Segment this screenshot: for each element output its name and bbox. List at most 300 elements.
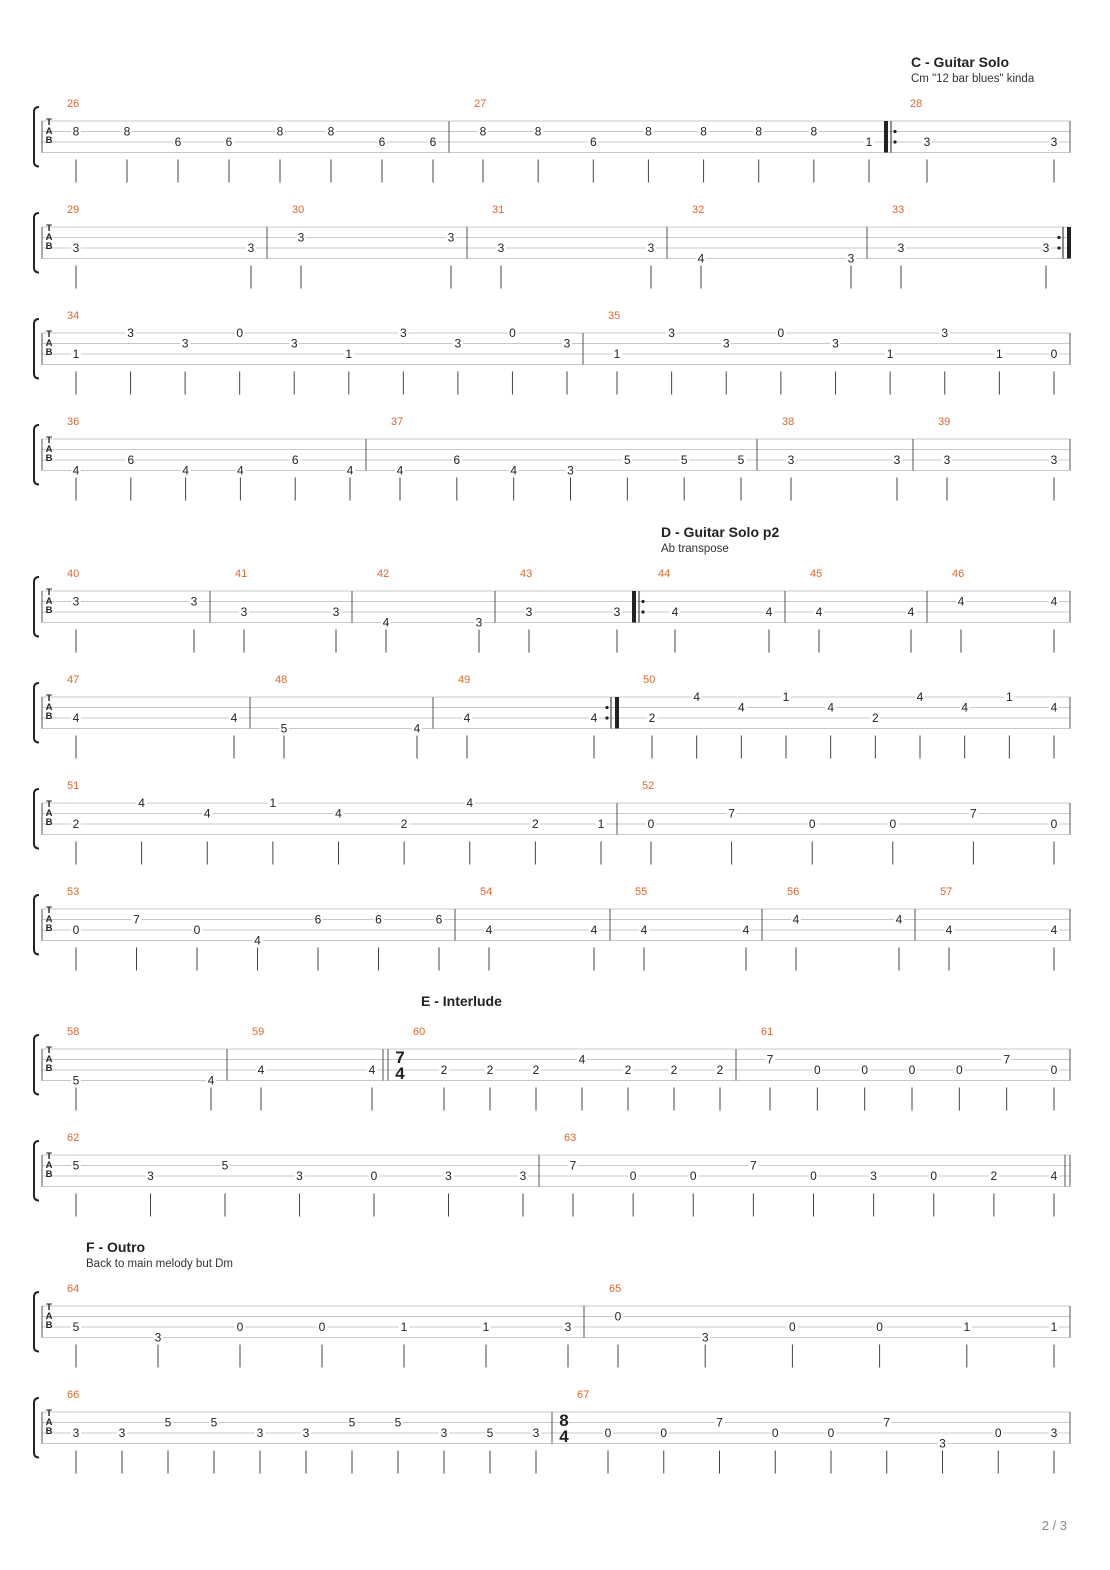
fret-number: 3 xyxy=(147,1169,154,1183)
fret-number: 3 xyxy=(445,1169,452,1183)
tab-clef-letter: T xyxy=(46,587,52,598)
fret-number: 5 xyxy=(680,453,688,467)
fret-number: 0 xyxy=(370,1169,378,1183)
fret-number: 2 xyxy=(72,817,80,831)
measure-number: 60 xyxy=(413,1026,426,1038)
fret-number: 3 xyxy=(297,230,305,245)
fret-number: 6 xyxy=(174,135,182,149)
fret-number: 3 xyxy=(332,605,340,619)
tab-clef-letter: A xyxy=(45,1054,53,1065)
repeat-end-thick xyxy=(615,697,619,729)
fret-number: 3 xyxy=(897,241,905,255)
fret-number: 0 xyxy=(930,1169,938,1183)
repeat-dot xyxy=(605,706,608,709)
fret-number: 4 xyxy=(1050,594,1058,609)
fret-number: 0 xyxy=(647,817,655,831)
time-sig-numerator: 8 xyxy=(559,1411,569,1430)
repeat-dot xyxy=(641,610,644,613)
measure-number: 42 xyxy=(377,568,390,580)
tab-clef-letter: T xyxy=(46,117,52,128)
fret-number: 4 xyxy=(1050,923,1058,937)
fret-number: 7 xyxy=(750,1158,757,1173)
fret-number: 1 xyxy=(613,347,621,361)
system-bracket xyxy=(34,319,39,379)
fret-number: 1 xyxy=(400,1320,408,1334)
fret-number: 2 xyxy=(624,1063,632,1077)
fret-number: 8 xyxy=(276,124,284,139)
tab-clef-letter: B xyxy=(45,453,53,464)
measure-number: 38 xyxy=(782,416,795,428)
fret-number: 4 xyxy=(590,711,598,725)
fret-number: 3 xyxy=(1050,135,1058,149)
fret-number: 2 xyxy=(990,1169,998,1183)
time-sig-denominator: 4 xyxy=(395,1064,405,1083)
fret-number: 4 xyxy=(578,1052,586,1067)
fret-number: 3 xyxy=(190,594,198,609)
tab-system xyxy=(34,98,1070,183)
tab-clef-letter: T xyxy=(46,435,52,446)
fret-number: 0 xyxy=(604,1426,612,1440)
fret-number: 3 xyxy=(447,230,455,245)
fret-number: 0 xyxy=(1050,347,1058,361)
tab-clef-letter: T xyxy=(46,1302,52,1313)
tab-clef-letter: A xyxy=(45,596,53,607)
measure-number: 66 xyxy=(67,1389,80,1401)
fret-number: 0 xyxy=(955,1063,963,1077)
fret-number: 3 xyxy=(567,463,574,478)
fret-number: 6 xyxy=(429,135,437,149)
fret-number: 2 xyxy=(532,1063,540,1077)
fret-number: 2 xyxy=(648,711,656,725)
fret-number: 8 xyxy=(534,124,542,139)
measure-number: 46 xyxy=(952,568,965,580)
repeat-dot xyxy=(605,716,608,719)
measure-number: 45 xyxy=(810,568,823,580)
system-bracket xyxy=(34,1035,39,1095)
fret-number: 3 xyxy=(181,336,189,351)
fret-number: 2 xyxy=(871,711,879,725)
measure-number: 47 xyxy=(67,674,80,686)
fret-number: 8 xyxy=(327,124,335,139)
tab-clef-letter: T xyxy=(46,1045,52,1056)
measure-number: 33 xyxy=(892,204,905,216)
measure-number: 64 xyxy=(67,1283,80,1295)
fret-number: 0 xyxy=(236,1320,244,1334)
fret-number: 4 xyxy=(463,711,471,725)
tab-clef-letter: B xyxy=(45,1426,53,1437)
fret-number: 0 xyxy=(193,923,201,937)
tab-clef-letter: A xyxy=(45,1160,53,1171)
measure-number: 57 xyxy=(940,886,953,898)
tab-system xyxy=(34,1026,1070,1111)
fret-number: 3 xyxy=(564,1320,572,1334)
system-bracket xyxy=(34,1292,39,1352)
tab-clef-letter: A xyxy=(45,1417,53,1428)
tab-system xyxy=(34,416,1070,501)
measure-number: 26 xyxy=(67,98,80,110)
measure-number: 36 xyxy=(67,416,80,428)
fret-number: 6 xyxy=(127,453,135,467)
fret-number: 1 xyxy=(865,135,873,149)
fret-number: 4 xyxy=(1050,1169,1058,1183)
fret-number: 0 xyxy=(1050,1063,1058,1077)
system-bracket xyxy=(34,577,39,637)
fret-number: 5 xyxy=(737,453,745,467)
fret-number: 8 xyxy=(810,124,818,139)
measure-number: 48 xyxy=(275,674,288,686)
fret-number: 0 xyxy=(689,1169,697,1183)
measure-number: 28 xyxy=(910,98,923,110)
page-number: 2 / 3 xyxy=(1041,1518,1067,1533)
fret-number: 7 xyxy=(569,1158,577,1173)
fret-number: 5 xyxy=(164,1415,172,1430)
fret-number: 4 xyxy=(368,1063,376,1077)
fret-number: 1 xyxy=(1005,690,1013,704)
measure-number: 44 xyxy=(658,568,671,580)
measure-number: 35 xyxy=(608,310,621,322)
fret-number: 4 xyxy=(671,605,679,619)
repeat-dot xyxy=(641,600,644,603)
tab-system xyxy=(34,780,1070,865)
fret-number: 5 xyxy=(280,721,288,736)
repeat-dot xyxy=(1057,246,1060,249)
fret-number: 7 xyxy=(1003,1052,1011,1067)
fret-number: 1 xyxy=(996,347,1003,361)
measure-number: 58 xyxy=(67,1026,80,1038)
fret-number: 0 xyxy=(813,1063,821,1077)
section-title: C - Guitar Solo xyxy=(911,54,1009,70)
fret-number: 4 xyxy=(815,605,823,619)
measure-number: 56 xyxy=(787,886,800,898)
fret-number: 2 xyxy=(716,1063,724,1077)
fret-number: 5 xyxy=(210,1415,218,1430)
fret-number: 3 xyxy=(613,605,621,619)
section-note: Back to main melody but Dm xyxy=(86,1258,234,1270)
tab-clef-letter: B xyxy=(45,135,53,146)
tab-system xyxy=(34,204,1071,289)
measure-number: 41 xyxy=(235,568,248,580)
tab-system xyxy=(34,1389,1070,1474)
measure-number: 59 xyxy=(252,1026,265,1038)
system-bracket xyxy=(34,1141,39,1201)
section-title: E - Interlude xyxy=(421,993,502,1009)
fret-number: 4 xyxy=(72,463,80,478)
measure-number: 65 xyxy=(609,1283,622,1295)
fret-number: 3 xyxy=(923,135,931,149)
tab-clef-letter: T xyxy=(46,329,52,340)
fret-number: 3 xyxy=(72,594,80,609)
fret-number: 8 xyxy=(479,124,487,139)
repeat-dot xyxy=(1057,236,1060,239)
fret-number: 3 xyxy=(943,453,951,467)
fret-number: 6 xyxy=(378,135,386,149)
fret-number: 0 xyxy=(861,1063,869,1077)
system-bracket xyxy=(34,683,39,743)
fret-number: 3 xyxy=(870,1169,877,1183)
fret-number: 4 xyxy=(413,721,421,736)
measure-number: 62 xyxy=(67,1132,80,1144)
fret-number: 4 xyxy=(1050,700,1058,715)
fret-number: 7 xyxy=(728,806,735,821)
measure-number: 31 xyxy=(492,204,505,216)
fret-number: 0 xyxy=(614,1309,622,1324)
fret-number: 4 xyxy=(957,594,965,609)
fret-number: 4 xyxy=(737,700,745,715)
fret-number: 3 xyxy=(127,326,134,340)
fret-number: 3 xyxy=(525,605,533,619)
fret-number: 4 xyxy=(257,1063,265,1077)
tab-system xyxy=(34,1283,1070,1368)
fret-number: 7 xyxy=(133,912,140,927)
fret-number: 7 xyxy=(970,806,977,821)
tab-system xyxy=(34,886,1070,971)
fret-number: 4 xyxy=(182,463,189,478)
fret-number: 6 xyxy=(375,912,382,927)
tab-clef-letter: B xyxy=(45,241,53,252)
fret-number: 4 xyxy=(346,463,354,478)
tab-clef-letter: B xyxy=(45,1320,53,1331)
fret-number: 4 xyxy=(254,933,261,948)
measure-number: 37 xyxy=(391,416,404,428)
tab-system xyxy=(34,1132,1070,1217)
fret-number: 3 xyxy=(399,326,407,340)
fret-number: 3 xyxy=(701,1330,709,1345)
measure-number: 61 xyxy=(761,1026,774,1038)
fret-number: 4 xyxy=(907,605,915,619)
fret-number: 4 xyxy=(72,711,80,725)
fret-number: 6 xyxy=(225,135,233,149)
fret-number: 3 xyxy=(1050,1426,1058,1440)
fret-number: 5 xyxy=(623,453,631,467)
system-bracket xyxy=(34,213,39,273)
system-bracket xyxy=(34,895,39,955)
fret-number: 4 xyxy=(485,923,493,937)
fret-number: 3 xyxy=(72,241,80,255)
repeat-start-thick xyxy=(632,591,636,623)
fret-number: 0 xyxy=(908,1063,916,1077)
fret-number: 0 xyxy=(889,817,897,831)
tab-clef-letter: A xyxy=(45,914,53,925)
fret-number: 0 xyxy=(660,1426,668,1440)
tab-clef-letter: B xyxy=(45,1169,53,1180)
measure-number: 52 xyxy=(642,780,655,792)
fret-number: 4 xyxy=(827,700,835,715)
time-sig-denominator: 4 xyxy=(559,1427,569,1446)
fret-number: 3 xyxy=(290,336,298,351)
fret-number: 2 xyxy=(670,1063,678,1077)
fret-number: 3 xyxy=(941,326,949,340)
fret-number: 3 xyxy=(519,1169,527,1183)
fret-number: 5 xyxy=(348,1415,356,1430)
measure-number: 40 xyxy=(67,568,80,580)
fret-number: 3 xyxy=(296,1169,303,1183)
fret-number: 0 xyxy=(827,1426,835,1440)
fret-number: 0 xyxy=(509,326,516,340)
fret-number: 1 xyxy=(963,1320,971,1334)
repeat-end-thick xyxy=(1067,227,1071,259)
tab-clef-letter: A xyxy=(45,1311,53,1322)
measure-number: 53 xyxy=(67,886,80,898)
fret-number: 4 xyxy=(335,806,342,821)
tab-clef-letter: A xyxy=(45,126,53,137)
fret-number: 3 xyxy=(1050,453,1058,467)
tab-clef-letter: B xyxy=(45,817,53,828)
time-sig-numerator: 7 xyxy=(395,1048,405,1067)
section-note: Cm "12 bar blues" kinda xyxy=(911,73,1035,85)
fret-number: 0 xyxy=(876,1320,883,1334)
fret-number: 0 xyxy=(994,1426,1002,1440)
fret-number: 3 xyxy=(247,241,255,255)
fret-number: 1 xyxy=(72,347,80,361)
fret-number: 5 xyxy=(486,1426,494,1440)
fret-number: 5 xyxy=(221,1158,229,1173)
measure-number: 49 xyxy=(458,674,471,686)
repeat-start-thick xyxy=(884,121,888,153)
measure-number: 50 xyxy=(643,674,656,686)
fret-number: 0 xyxy=(236,326,244,340)
fret-number: 4 xyxy=(230,711,238,725)
fret-number: 5 xyxy=(394,1415,402,1430)
fret-number: 3 xyxy=(72,1426,80,1440)
fret-number: 4 xyxy=(742,923,750,937)
fret-number: 4 xyxy=(466,796,474,810)
fret-number: 3 xyxy=(939,1436,946,1451)
fret-number: 3 xyxy=(154,1330,162,1345)
fret-number: 3 xyxy=(722,336,730,351)
fret-number: 8 xyxy=(700,124,707,139)
fret-number: 3 xyxy=(532,1426,540,1440)
section-title: D - Guitar Solo p2 xyxy=(661,524,780,540)
fret-number: 4 xyxy=(693,690,701,704)
fret-number: 8 xyxy=(123,124,131,139)
section-title: F - Outro xyxy=(86,1239,146,1255)
fret-number: 3 xyxy=(832,336,839,351)
system-bracket xyxy=(34,425,39,485)
fret-number: 3 xyxy=(668,326,675,340)
tab-clef-letter: B xyxy=(45,605,53,616)
tab-clef-letter: B xyxy=(45,1063,53,1074)
fret-number: 4 xyxy=(382,615,390,630)
system-bracket xyxy=(34,789,39,849)
fret-number: 1 xyxy=(269,796,277,810)
fret-number: 5 xyxy=(72,1158,80,1173)
tab-clef-letter: T xyxy=(46,693,52,704)
fret-number: 6 xyxy=(291,453,299,467)
tab-clef-letter: T xyxy=(46,799,52,810)
tab-system xyxy=(34,310,1070,395)
fret-number: 4 xyxy=(765,605,773,619)
fret-number: 3 xyxy=(240,605,248,619)
fret-number: 1 xyxy=(482,1320,490,1334)
measure-number: 54 xyxy=(480,886,493,898)
fret-number: 4 xyxy=(510,463,518,478)
measure-number: 51 xyxy=(67,780,80,792)
measure-number: 27 xyxy=(474,98,487,110)
tab-clef-letter: B xyxy=(45,923,53,934)
measure-number: 55 xyxy=(635,886,648,898)
tab-clef-letter: A xyxy=(45,338,53,349)
tab-clef-letter: A xyxy=(45,808,53,819)
fret-number: 1 xyxy=(782,690,790,704)
tab-clef-letter: T xyxy=(46,1151,52,1162)
tab-system xyxy=(34,568,1070,653)
fret-number: 3 xyxy=(118,1426,126,1440)
repeat-dot xyxy=(893,130,896,133)
system-bracket xyxy=(34,107,39,167)
fret-number: 3 xyxy=(302,1426,310,1440)
measure-number: 34 xyxy=(67,310,80,322)
fret-number: 2 xyxy=(440,1063,448,1077)
fret-number: 8 xyxy=(645,124,652,139)
fret-number: 0 xyxy=(318,1320,326,1334)
fret-number: 0 xyxy=(810,1169,817,1183)
measure-number: 43 xyxy=(520,568,533,580)
measure-number: 63 xyxy=(564,1132,577,1144)
fret-number: 4 xyxy=(945,923,953,937)
fret-number: 6 xyxy=(314,912,322,927)
tab-clef-letter: B xyxy=(45,347,53,358)
fret-number: 1 xyxy=(345,347,353,361)
fret-number: 4 xyxy=(895,912,903,927)
fret-number: 3 xyxy=(647,241,655,255)
fret-number: 4 xyxy=(237,463,244,478)
measure-number: 32 xyxy=(692,204,705,216)
fret-number: 4 xyxy=(640,923,648,937)
fret-number: 0 xyxy=(777,326,785,340)
tab-system xyxy=(34,674,1070,759)
fret-number: 0 xyxy=(771,1426,779,1440)
fret-number: 6 xyxy=(435,912,443,927)
fret-number: 0 xyxy=(629,1169,637,1183)
fret-number: 4 xyxy=(203,806,211,821)
measure-number: 29 xyxy=(67,204,80,216)
fret-number: 3 xyxy=(847,251,855,266)
fret-number: 7 xyxy=(883,1415,891,1430)
fret-number: 4 xyxy=(961,700,969,715)
fret-number: 4 xyxy=(396,463,404,478)
measure-number: 30 xyxy=(292,204,305,216)
fret-number: 0 xyxy=(808,817,816,831)
tab-clef-letter: T xyxy=(46,1408,52,1419)
fret-number: 3 xyxy=(454,336,462,351)
fret-number: 8 xyxy=(72,124,80,139)
fret-number: 5 xyxy=(72,1073,80,1088)
fret-number: 6 xyxy=(589,135,597,149)
fret-number: 5 xyxy=(72,1320,80,1334)
fret-number: 2 xyxy=(400,817,408,831)
fret-number: 7 xyxy=(716,1415,723,1430)
fret-number: 3 xyxy=(787,453,795,467)
measure-number: 39 xyxy=(938,416,951,428)
fret-number: 0 xyxy=(789,1320,796,1334)
tab-clef-letter: A xyxy=(45,232,53,243)
repeat-dot xyxy=(893,140,896,143)
fret-number: 0 xyxy=(1050,817,1058,831)
fret-number: 3 xyxy=(893,453,901,467)
fret-number: 1 xyxy=(886,347,894,361)
fret-number: 3 xyxy=(1042,241,1050,255)
tab-clef-letter: A xyxy=(45,444,53,455)
fret-number: 3 xyxy=(440,1426,448,1440)
fret-number: 4 xyxy=(138,796,145,810)
system-bracket xyxy=(34,1398,39,1458)
fret-number: 2 xyxy=(532,817,539,831)
fret-number: 1 xyxy=(1050,1320,1058,1334)
tab-clef-letter: T xyxy=(46,223,52,234)
fret-number: 4 xyxy=(792,912,800,927)
tab-clef-letter: B xyxy=(45,711,53,722)
fret-number: 4 xyxy=(590,923,598,937)
